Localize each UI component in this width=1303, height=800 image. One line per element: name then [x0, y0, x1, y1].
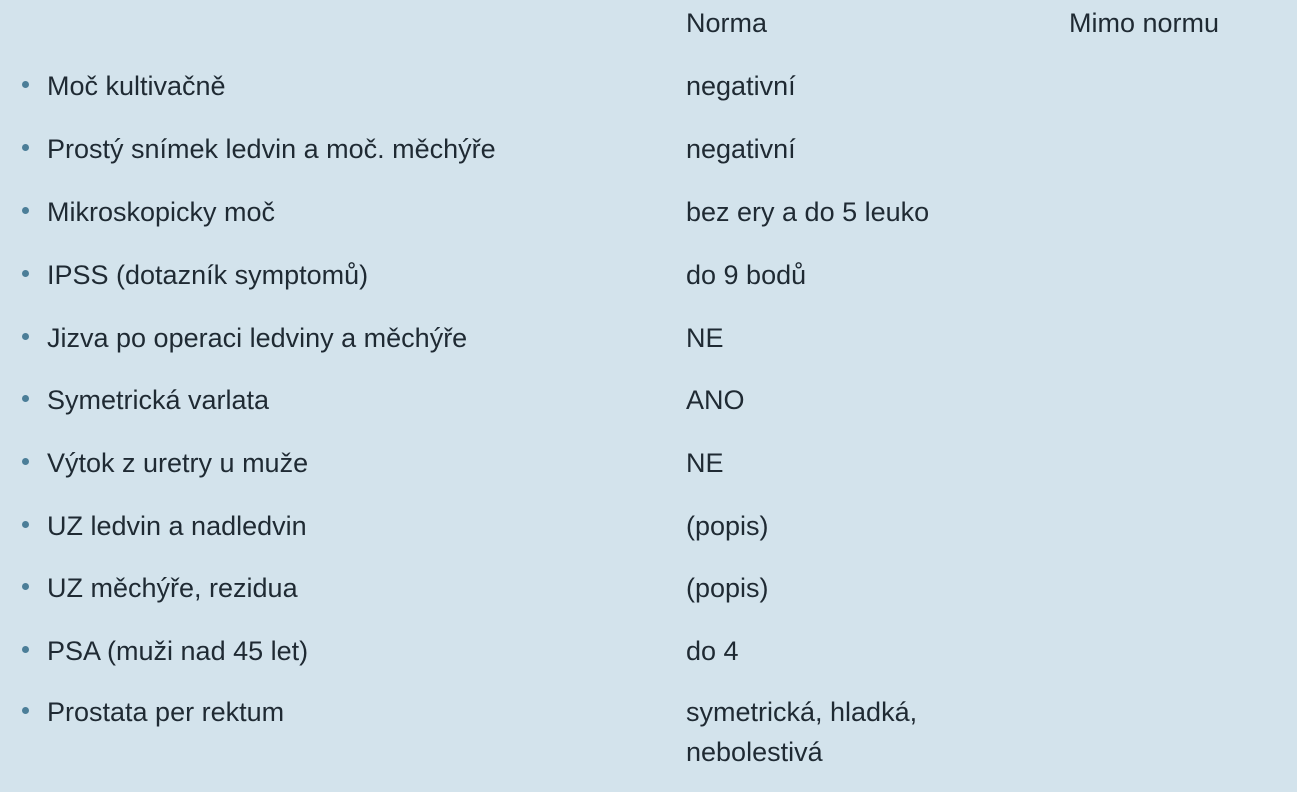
row-label: PSA (muži nad 45 let)	[47, 636, 309, 666]
bullet-icon	[22, 521, 29, 528]
row-norma-value: negativní	[686, 71, 796, 101]
row-norma-value: do 9 bodů	[686, 260, 807, 290]
row-label: Symetrická varlata	[47, 385, 270, 415]
bullet-icon	[22, 207, 29, 214]
row-label: Moč kultivačně	[47, 71, 226, 101]
row-label: IPSS (dotazník symptomů)	[47, 260, 369, 290]
row-label: Mikroskopicky moč	[47, 197, 276, 227]
bullet-icon	[22, 333, 29, 340]
bullet-icon	[22, 646, 29, 653]
column-header-mimo-normu: Mimo normu	[1069, 8, 1220, 38]
bullet-icon	[22, 270, 29, 277]
row-norma-value: symetrická, hladká, nebolestivá	[686, 697, 918, 767]
row-norma-value: (popis)	[686, 511, 769, 541]
row-label: UZ měchýře, rezidua	[47, 573, 298, 603]
row-label: Výtok z uretry u muže	[47, 448, 309, 478]
bullet-icon	[22, 707, 29, 714]
bullet-icon	[22, 144, 29, 151]
row-label: Prostata per rektum	[47, 697, 285, 727]
bullet-icon	[22, 458, 29, 465]
bullet-icon	[22, 81, 29, 88]
bullet-icon	[22, 583, 29, 590]
row-label: Prostý snímek ledvin a moč. měchýře	[47, 134, 496, 164]
row-norma-value: ANO	[686, 385, 745, 415]
row-norma-value: do 4	[686, 636, 739, 666]
row-norma-value: (popis)	[686, 573, 769, 603]
row-norma-value: NE	[686, 448, 724, 478]
row-label: Jizva po operaci ledviny a měchýře	[47, 323, 468, 353]
bullet-icon	[22, 395, 29, 402]
row-norma-value: NE	[686, 323, 724, 353]
row-norma-value: negativní	[686, 134, 796, 164]
row-label: UZ ledvin a nadledvin	[47, 511, 307, 541]
column-header-norma: Norma	[686, 8, 768, 38]
row-norma-value: bez ery a do 5 leuko	[686, 197, 930, 227]
